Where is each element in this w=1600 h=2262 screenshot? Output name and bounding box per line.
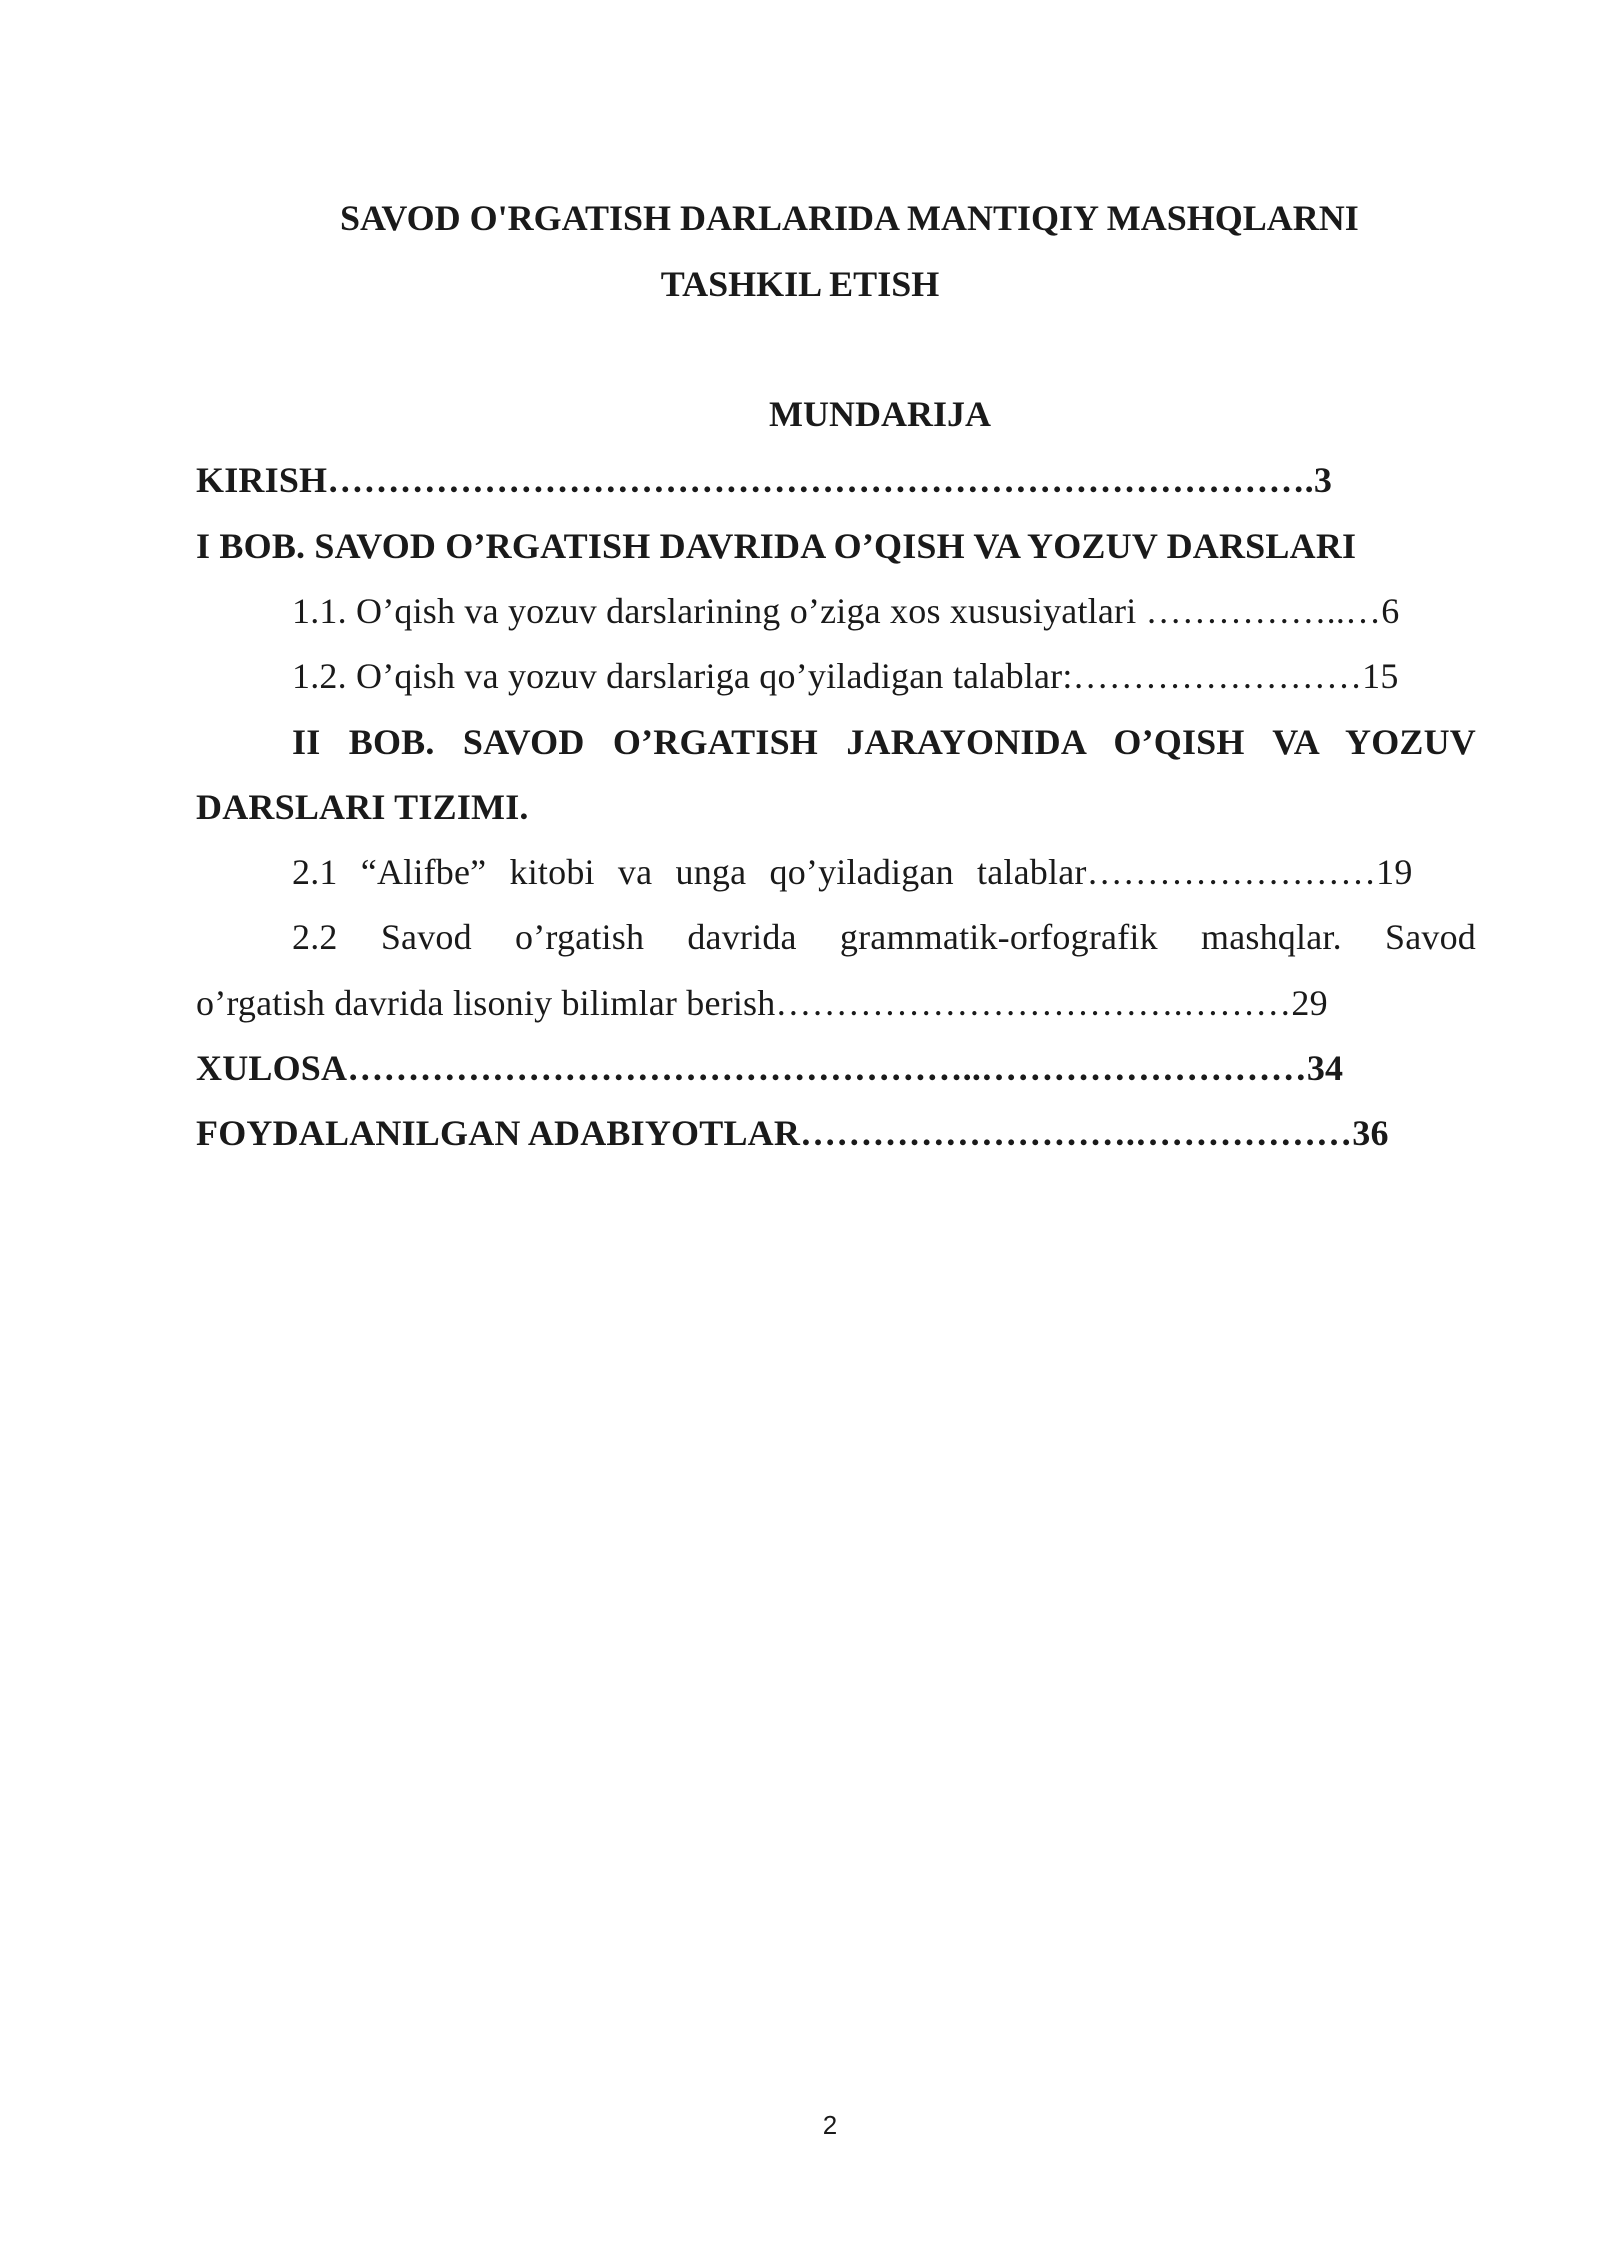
page-number: 2 <box>822 2110 838 2140</box>
toc-entry-2-2-line-2: o’rgatish davrida lisoniy bilimlar berish…………………………….………29 <box>196 983 1328 1023</box>
toc-entry-1-2: 1.2. O’qish va yozuv darslariga qo’yiladigan talablar:……………………15 <box>292 656 1399 696</box>
document-title-line-2: TASHKIL ETISH <box>660 264 940 304</box>
toc-entry-2-2-line-1: 2.2 Savod o’rgatish davrida grammatik-orfografik mashqlar. Savod <box>292 917 1476 957</box>
toc-heading: MUNDARIJA <box>769 394 991 434</box>
toc-chapter-2-line-2: DARSLARI TIZIMI. <box>196 787 529 827</box>
document-title-line-1: SAVOD O'RGATISH DARLARIDA MANTIQIY MASHQLARNI <box>340 198 1359 238</box>
toc-entry-kirish: KIRISH……………………………………………………………………….3 <box>196 460 1333 500</box>
toc-entry-xulosa: XULOSA……………………………………………..………………………34 <box>196 1048 1344 1088</box>
toc-entry-adabiyotlar: FOYDALANILGAN ADABIYOTLAR……………………….………………36 <box>196 1113 1389 1153</box>
toc-chapter-1: I BOB. SAVOD O’RGATISH DAVRIDA O’QISH VA YOZUV DARSLARI <box>196 526 1357 566</box>
toc-entry-1-1: 1.1. O’qish va yozuv darslarining o’ziga xos xususiyatlari ……………..…6 <box>292 591 1400 631</box>
toc-entry-2-1: 2.1 “Alifbe” kitobi va unga qo’yiladigan talablar……………………19 <box>292 852 1413 892</box>
toc-chapter-2-line-1: II BOB. SAVOD O’RGATISH JARAYONIDA O’QISH VA YOZUV <box>292 722 1476 762</box>
